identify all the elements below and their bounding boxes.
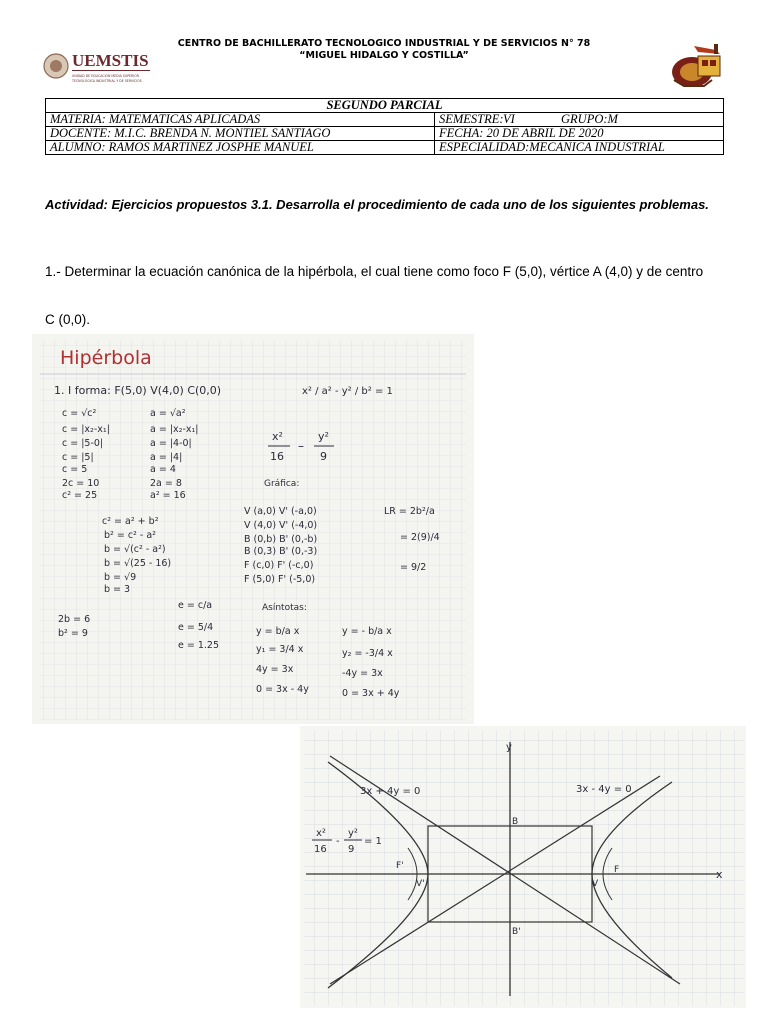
uemstis-logo-text: UEMSTIS <box>72 51 149 70</box>
graph-eq-den-9: 9 <box>348 844 355 855</box>
c-step-5: c = 5 <box>62 464 88 475</box>
notebook-calculations-photo <box>32 334 474 724</box>
graph-eq-den-16: 16 <box>314 844 327 855</box>
b-step-1: c² = a² + b² <box>102 516 159 527</box>
c-step-4: c = |5| <box>62 452 94 463</box>
general-equation: x² / a² - y² / b² = 1 <box>302 386 393 397</box>
y-axis-label: y <box>506 742 512 753</box>
graph-eq-num-x: x² <box>316 828 326 839</box>
asymptote-right-label: 3x - 4y = 0 <box>576 784 632 795</box>
vertex-b-label: B <box>512 817 519 827</box>
point-row-6: F (5,0) F' (-5,0) <box>244 574 316 585</box>
exam-title: SEGUNDO PARCIAL <box>46 99 724 113</box>
c-step-1: c = √c² <box>62 408 97 419</box>
c-step-7: c² = 25 <box>62 490 98 501</box>
problem-statement-center: C (0,0). <box>45 312 91 327</box>
b-step-8: b² = 9 <box>58 628 88 639</box>
graph-eq-num-y: y² <box>348 828 358 839</box>
semester-cell <box>435 113 724 127</box>
vertex-v-prime-label: V' <box>416 879 425 889</box>
svg-text:UNIDAD DE EDUCACIÓN MEDIA SUPE: UNIDAD DE EDUCACIÓN MEDIA SUPERIOR <box>72 74 139 78</box>
b-step-2: b² = c² - a² <box>104 530 156 541</box>
date-cell: FECHA: 20 DE ABRIL DE 2020 <box>435 127 724 141</box>
b-step-4: b = √(25 - 16) <box>104 558 172 569</box>
point-row-4: B (0,3) B' (0,-3) <box>244 546 318 557</box>
subject-cell: MATERIA: MATEMATICAS APLICADAS <box>46 113 435 127</box>
semester-label: SEMESTRE: <box>439 112 504 126</box>
point-row-2: V (4,0) V' (-4,0) <box>244 520 318 531</box>
a-step-3: a = |4-0| <box>150 438 192 449</box>
info-table <box>45 98 724 155</box>
vertex-b-prime-label: B' <box>512 927 521 937</box>
asym2-step-2: y₂ = -3/4 x <box>342 648 393 659</box>
graph-label: Gráfica: <box>264 479 300 489</box>
notebook-graph-photo <box>300 726 746 1008</box>
given-data: 1. I forma: F(5,0) V(4,0) C(0,0) <box>54 384 222 397</box>
asym2-step-3: -4y = 3x <box>342 668 383 679</box>
result-num-x: x² <box>272 430 283 443</box>
a-step-2: a = |x₂-x₁| <box>150 424 199 435</box>
focus-f-prime-label: F' <box>396 861 404 871</box>
a-step-6: 2a = 8 <box>150 478 182 489</box>
x-axis-label: x <box>716 868 723 881</box>
ecc-step-3: e = 1.25 <box>178 640 219 651</box>
b-step-5: b = √9 <box>104 572 137 583</box>
a-step-5: a = 4 <box>150 464 176 475</box>
result-num-y: y² <box>318 430 329 443</box>
group-value: GRUPO:M <box>561 112 618 126</box>
asym1-step-1: y = b/a x <box>256 626 300 637</box>
cbtis-78-logo <box>664 40 734 90</box>
ecc-step-2: e = 5/4 <box>178 622 214 633</box>
a-step-4: a = |4| <box>150 452 183 463</box>
c-step-3: c = |5-0| <box>62 438 104 449</box>
result-den-16: 16 <box>270 450 284 463</box>
asymptotes-label: Asíntotas: <box>262 603 307 613</box>
a-step-1: a = √a² <box>150 408 186 419</box>
b-step-6: b = 3 <box>104 584 131 595</box>
asymptote-left-label: 3x + 4y = 0 <box>360 786 421 797</box>
activity-instructions: Actividad: Ejercicios propuestos 3.1. Desarrolla el procedimiento de cada uno de los siguientes problemas. <box>45 197 709 212</box>
c-step-6: 2c = 10 <box>62 478 100 489</box>
asym1-step-4: 0 = 3x - 4y <box>256 684 309 695</box>
problem-statement: 1.- Determinar la ecuación canónica de la hipérbola, el cual tiene como foco F (5,0), vértice A (4,0) y de centro <box>45 264 704 279</box>
b-step-7: 2b = 6 <box>58 614 91 625</box>
student-cell: ALUMNO: RAMOS MARTINEZ JOSPHE MANUEL <box>46 141 435 155</box>
vertex-v-label: V <box>592 879 599 889</box>
result-den-9: 9 <box>320 450 327 463</box>
c-step-2: c = |x₂-x₁| <box>62 424 110 435</box>
school-name: CENTRO DE BACHILLERATO TECNOLOGICO INDUSTRIAL Y DE SERVICIOS N° 78 <box>177 38 591 49</box>
ecc-step-1: e = c/a <box>178 600 213 611</box>
asym1-step-2: y₁ = 3/4 x <box>256 644 304 655</box>
svg-text:TECNOLÓGICA INDUSTRIAL Y DE SE: TECNOLÓGICA INDUSTRIAL Y DE SERVICIOS <box>72 79 142 83</box>
svg-text:–: – <box>298 439 304 453</box>
point-row-3: B (0,b) B' (0,-b) <box>244 534 318 545</box>
school-subtitle: “MIGUEL HIDALGO Y COSTILLA” <box>299 50 469 61</box>
lr-step-3: = 9/2 <box>400 562 427 573</box>
a-step-7: a² = 16 <box>150 490 186 501</box>
graph-eq-rhs: = 1 <box>364 836 382 847</box>
asym1-step-3: 4y = 3x <box>256 664 294 675</box>
asym2-step-1: y = - b/a x <box>342 626 392 637</box>
point-row-1: V (a,0) V' (-a,0) <box>244 506 317 517</box>
notebook-title: Hipérbola <box>60 347 152 369</box>
point-row-5: F (c,0) F' (-c,0) <box>244 560 314 571</box>
uemstis-logo <box>42 46 162 88</box>
lr-step-1: LR = 2b²/a <box>384 506 435 517</box>
svg-text:-: - <box>336 836 340 847</box>
semester-value: VI <box>503 112 515 126</box>
teacher-cell: DOCENTE: M.I.C. BRENDA N. MONTIEL SANTIAGO <box>46 127 435 141</box>
b-step-3: b = √(c² - a²) <box>104 544 166 555</box>
focus-f-label: F <box>614 865 620 875</box>
asym2-step-4: 0 = 3x + 4y <box>342 688 400 699</box>
specialty-cell: ESPECIALIDAD:MECANICA INDUSTRIAL <box>435 141 724 155</box>
lr-step-2: = 2(9)/4 <box>400 532 440 543</box>
